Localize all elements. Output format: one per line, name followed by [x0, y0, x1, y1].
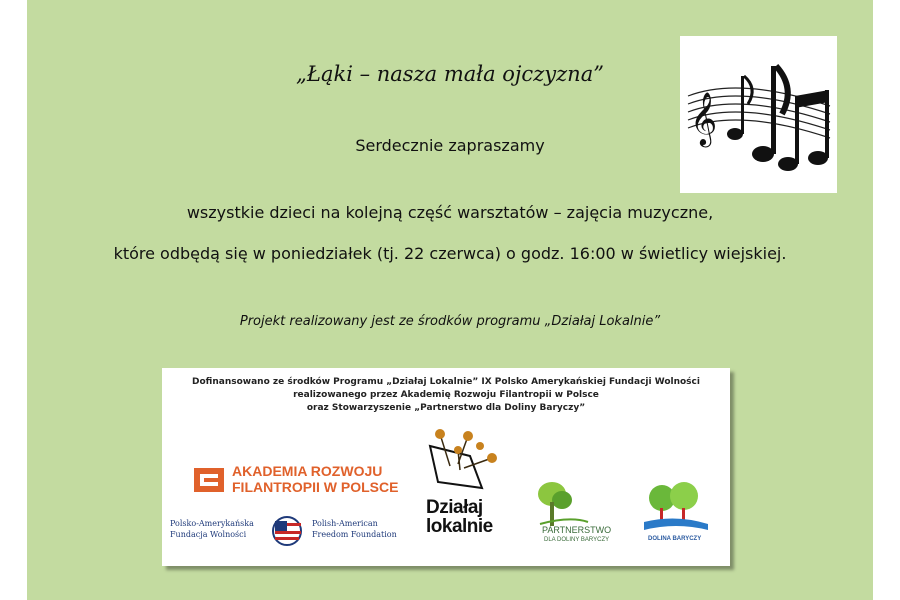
music-notes-icon — [680, 36, 837, 193]
tree-logo-icon — [530, 480, 590, 528]
dzialaj-line-1: Działaj — [426, 497, 483, 518]
akademia-name — [232, 463, 398, 495]
invitation-line-1: wszystkie dzieci na kolejną część warsztatów – zajęcia muzyczne, — [186, 203, 714, 222]
invitation-line-2: które odbędą się w poniedziałek (tj. 22 czerwca) o godz. 16:00 w świetlicy wiejskiej. — [113, 244, 787, 263]
partnerstwo-line-1: PARTNERSTWO — [542, 525, 612, 535]
sponsor-panel — [162, 368, 730, 566]
akademia-logo — [192, 463, 402, 503]
poster-title: „Łąki – nasza mała ojczyzna” — [296, 62, 604, 86]
dolina-baryczy-text: DOLINA BARYCZY — [648, 536, 702, 542]
pafw-english-name — [312, 518, 397, 540]
sponsor-text — [162, 376, 730, 415]
akademia-logo-icon — [192, 466, 226, 494]
dolina-logo-icon — [640, 480, 712, 536]
invitation-poster — [27, 0, 873, 600]
dzialaj-lokalnie-logo — [420, 426, 530, 556]
partnerstwo-logo — [518, 480, 628, 560]
pafw-en-line-1: Polish-American — [312, 519, 378, 528]
dzialaj-lokalnie-text — [426, 498, 493, 536]
sponsor-text-line-3: oraz Stowarzyszenie „Partnerstwo dla Doliny Baryczy” — [306, 403, 586, 413]
pafw-en-line-2: Freedom Foundation — [312, 530, 397, 539]
flowers-icon — [420, 426, 530, 498]
sponsor-text-line-2: realizowanego przez Akademię Rozwoju Filantropii w Polsce — [293, 390, 599, 400]
akademia-line-1: AKADEMIA ROZWOJU — [232, 463, 383, 479]
pafw-pl-line-1: Polsko-Amerykańska — [170, 519, 254, 528]
dolina-baryczy-logo — [640, 480, 720, 560]
pafw-polish-name — [170, 518, 254, 540]
pafw-pl-line-2: Fundacja Wolności — [170, 530, 247, 539]
akademia-line-2: FILANTROPII W POLSCE — [232, 479, 399, 495]
greeting: Serdecznie zapraszamy — [355, 136, 545, 155]
dzialaj-line-2: lokalnie — [426, 516, 493, 537]
sponsor-text-line-1: Dofinansowano ze środków Programu „Działaj Lokalnie” IX Polsko Amerykańskiej Fundacji Wolności — [192, 377, 700, 387]
svg-text:𝄞: 𝄞 — [690, 91, 718, 145]
flag-logo-icon — [270, 516, 304, 546]
project-note: Projekt realizowany jest ze środków programu „Działaj Lokalnie” — [239, 314, 661, 329]
partnerstwo-line-2: DLA DOLINY BARYCZY — [544, 537, 610, 543]
